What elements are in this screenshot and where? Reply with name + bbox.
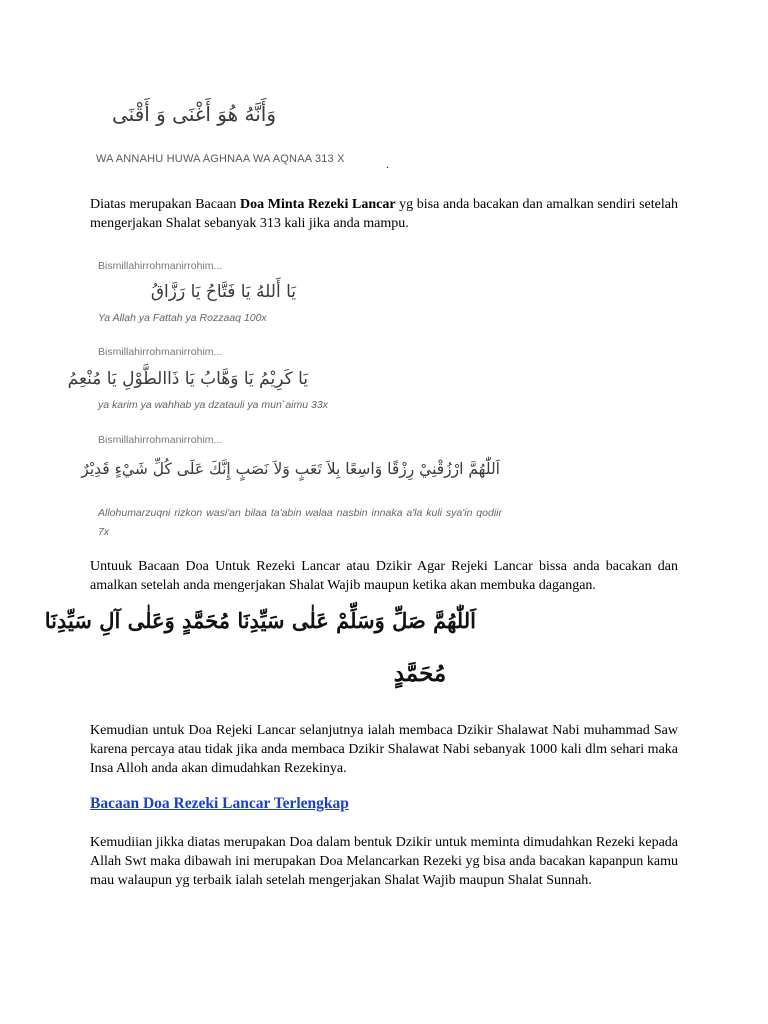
- dzikir-arabic: يَا أَللهُ يَا فَتَّاحُ يَا رَزَّاقُ: [150, 282, 296, 302]
- dzikir-arabic: اَللّٰهُمَّ ارْزُقْنِيْ رِزْقًا وَاسِعًا بِلاَ تَعَبٍ وَلاَ نَصَبٍ إِنَّكَ عَلَى كُلِّ شَيْءٍ قَدِيْرٌ: [81, 460, 500, 478]
- bismillah-label: Bismillahirrohmanirrohim...: [98, 346, 223, 358]
- dzikir-transliteration: Allohumarzuqni rizkon wasi'an bilaa ta'abin walaa nasbin innaka a'la kuli sya'in qodiir 7x: [98, 507, 502, 538]
- paragraph-usage: Untuuk Bacaan Doa Untuk Rezeki Lancar atau Dzikir Agar Rejeki Lancar bissa anda bacakan dan amalkan setelah anda mengerjakan Shalat Wajib maupun ketika akan membuka dagangan.: [90, 559, 678, 593]
- shalawat-calligraphy-line1: اَللّٰهُمَّ صَلِّ وَسَلِّمْ عَلٰى سَيِّدِنَا مُحَمَّدٍ وَعَلٰى آلِ سَيِّدِنَا: [44, 608, 476, 633]
- paragraph-shalawat: Kemudian untuk Doa Rejeki Lancar selanjutnya ialah membaca Dzikir Shalawat Nabi muhammad Saw karena percaya atau tidak jika anda membaca Dzikir Shalawat Nabi sebanyak 1000 kali dlm sehari maka Insa Alloh anda akan dimudahkan Rezekinya.: [90, 723, 678, 776]
- bismillah-label: Bismillahirrohmanirrohim...: [98, 260, 223, 272]
- intro-paragraph: [90, 195, 678, 233]
- bismillah-label: Bismillahirrohmanirrohim...: [98, 434, 223, 446]
- shalawat-calligraphy-line2: مُحَمَّدٍ: [393, 660, 447, 687]
- dzikir-transliteration: Ya Allah ya Fattah ya Rozzaaq 100x: [98, 312, 267, 324]
- intro-bold-title: Doa Minta Rezeki Lancar: [240, 197, 396, 212]
- intro-text-end: yg bisa anda bacakan dan amalkan sendiri setelah mengerjakan Shalat sebanyak 313 kali jika anda mampu.: [90, 197, 678, 231]
- verse-arabic: وَأَنَّهُ هُوَ أَغْنَى وَ أَقْنَى: [111, 102, 276, 126]
- dot-mark: .: [386, 157, 389, 171]
- dzikir-transliteration: ya karim ya wahhab ya dzatauli ya mun`aimu 33x: [98, 399, 328, 411]
- dzikir-arabic: يَا كَرِيْمُ يَا وَهَّابُ يَا ذَاالطَّوْلِ يَا مُنْعِمُ: [67, 369, 308, 389]
- verse-transliteration: WA ANNAHU HUWA AGHNAA WA AQNAA 313 X: [96, 153, 345, 165]
- paragraph-closing: Kemudiian jikka diatas merupakan Doa dalam bentuk Dzikir untuk meminta dimudahkan Rezeki kepada Allah Swt maka dibawah ini merupakan Doa Melancarkan Rezeki yg bisa anda bacakan kapanpun kamu mau walaupun yg terbaik ialah setelah mengerjakan Shalat Wajib maupun Shalat Sunnah.: [90, 835, 678, 888]
- intro-text-start: Diatas merupakan Bacaan: [90, 197, 241, 212]
- heading-link[interactable]: Bacaan Doa Rezeki Lancar Terlengkap: [90, 795, 349, 812]
